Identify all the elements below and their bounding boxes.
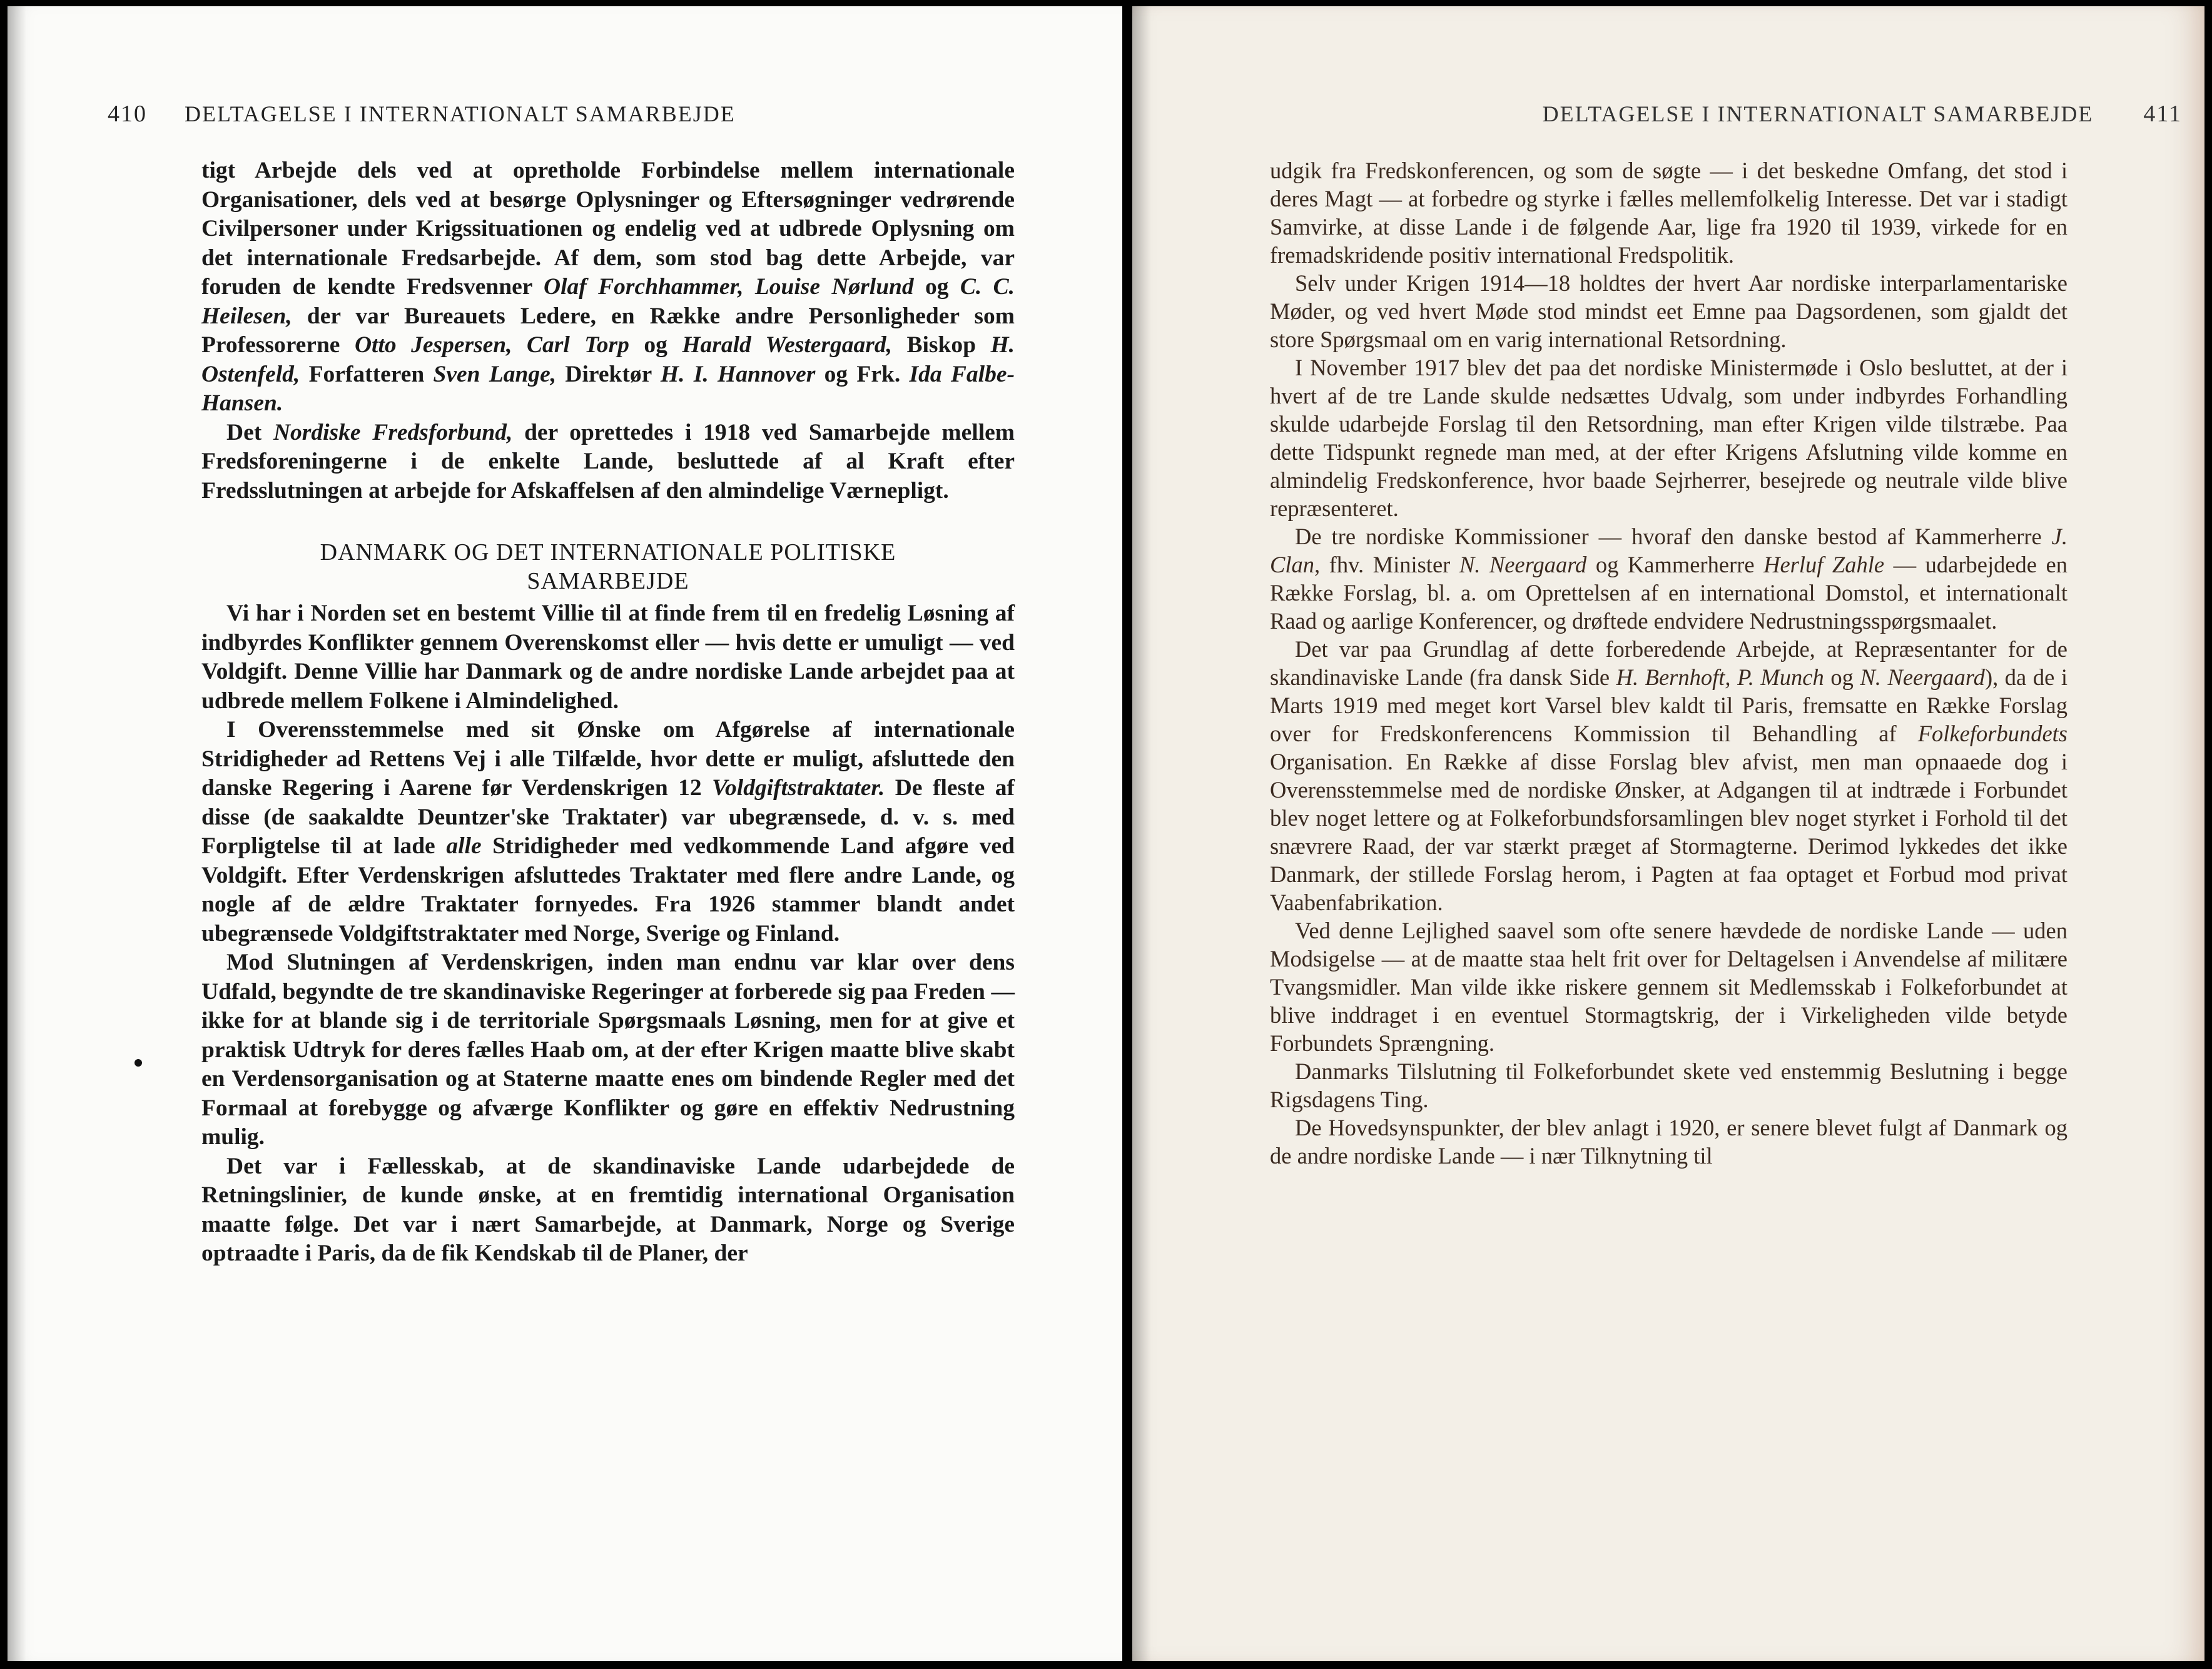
paragraph: Ved denne Lejlighed saavel som ofte senere hævdede de nordiske Lande — uden Modsigelse — at de maatte staa helt frit over for Deltagelsen i Anvendelse af militære Tvangsmidler. Man vilde ikke riskere gennem sit Medlemsskab i Folkeforbundet at blive inddraget i en eventuel Stormagtskrig, der i Virkeligheden vilde betyde Forbundets Sprængning. xyxy=(1270,918,2067,1056)
paragraph: Vi har i Norden set en bestemt Villie til at finde frem til en fredelig Løsning af indbyrdes Konflikter gennem Overenskomst eller — hvis dette er umuligt — ved Voldgift. Denne Villie har Danmark og de andre nordiske Lande arbejdet paa at udbrede mellem Folkene i Almindelighed. xyxy=(201,601,1015,714)
page-shadow xyxy=(1132,6,1151,1661)
running-title: DELTAGELSE I INTERNATIONALT SAMARBEJDE xyxy=(1542,101,2094,126)
paragraph: Danmarks Tilslutning til Folkeforbundet skete ved enstemmig Beslutning i begge Rigsdagens Ting. xyxy=(1270,1058,2067,1112)
paragraph: Mod Slutningen af Verdenskrigen, inden man endnu var klar over dens Udfald, begyndte de tre skandinaviske Regeringer at forberede sig paa Freden — ikke for at blande sig i de territoriale Spørgsmaals Løsning, men for at give et praktisk Udtryk for deres fælles Haab om, at der efter Krigen maatte blive skabt en Verdensorganisation og at Staterne maatte enes om bindende Regler med det Formaal at forebygge og afværge Konflikter og gøre en effektiv Nedrustning mulig. xyxy=(201,950,1015,1150)
page-body xyxy=(201,156,1015,1269)
paragraph: De Hovedsynspunkter, der blev anlagt i 1920, er senere blevet fulgt af Danmark og de andre nordiske Lande — i nær Tilknytning til xyxy=(1270,1115,2067,1169)
running-head xyxy=(1384,100,2182,128)
page-number: 410 xyxy=(108,101,147,127)
paragraph: Det var i Fællesskab, at de skandinaviske Lande udarbejdede de Retningslinier, de kunde ønske, at en fremtidig international Organisation maatte følge. Det var i nært Samarbejde, at Danmark, Norge og Sverige optraadte i Paris, da de fik Kendskab til de Planer, der xyxy=(201,1153,1015,1266)
section-heading: DANMARK OG DET INTERNATIONALE POLITISKE SAMARBEJDE xyxy=(320,539,896,594)
running-head xyxy=(108,100,1008,128)
page-number: 411 xyxy=(2143,101,2182,127)
paragraph: De tre nordiske Kommissioner — hvoraf den danske bestod af Kammerherre J. Clan, fhv. Minister N. Neergaard og Kammerherre Herluf Zahle — udarbejdede en Række Forslag, bl. a. om Oprettelsen af en international Domstol, et internationalt Raad og aarlige Konferencer, og drøftede endvidere Nedrustningsspørgsmaalet. xyxy=(1270,524,2067,634)
left-page xyxy=(8,6,1122,1661)
paragraph: tigt Arbejde dels ved at opretholde Forbindelse mellem internationale Organisationer, dels ved at besørge Oplysninger og Eftersøgninger vedrørende Civilpersoner under Krigssituationen og endelig ved at udbrede Oplysning om det internationale Fredsarbejde. Af dem, som stod bag dette Arbejde, var foruden de kendte Fredsvenner Olaf Forchhammer, Louise Nørlund og C. C. Heilesen, der var Bureauets Ledere, en Række andre Personligheder som Professorerne Otto Jespersen, Carl Torp og Harald Westergaard, Biskop H. Ostenfeld, Forfatteren Sven Lange, Direktør H. I. Hannover og Frk. Ida Falbe-Hansen. xyxy=(201,158,1015,416)
right-page xyxy=(1132,6,2204,1661)
margin-dot xyxy=(134,1059,142,1067)
page-body xyxy=(1270,156,2067,1170)
paragraph: I Overensstemmelse med sit Ønske om Afgørelse af internationale Stridigheder ad Rettens Vej i alle Tilfælde, hvor dette er muligt, afsluttede den danske Regering i Aarene før Verdenskrigen 12 Voldgiftstraktater. De fleste af disse (de saakaldte Deuntzer'ske Traktater) var ubegrænsede, d. v. s. med Forpligtelse til at lade alle Stridigheder med vedkommende Land afgøre ved Voldgift. Efter Verdenskrigen afsluttedes Traktater med flere andre Lande, og nogle af de ældre Traktater fornyedes. Fra 1926 stammer blandt andet ubegrænsede Voldgiftstraktater med Norge, Sverige og Finland. xyxy=(201,717,1015,946)
paragraph: Selv under Krigen 1914—18 holdtes der hvert Aar nordiske interparlamentariske Møder, og ved hvert Møde stod mindst eet Emne paa Dagsordenen, som gjaldt det store Spørgsmaal om en varig international Retsordning. xyxy=(1270,270,2067,352)
running-title: DELTAGELSE I INTERNATIONALT SAMARBEJDE xyxy=(185,101,736,126)
page-shadow xyxy=(8,6,26,1661)
paragraph: Det var paa Grundlag af dette forberedende Arbejde, at Repræsentanter for de skandinaviske Lande (fra dansk Side H. Bernhoft, P. Munch og N. Neergaard), da de i Marts 1919 med meget kort Varsel blev kaldt til Paris, fremsatte en Række Forslag over for Fredskonferencens Kommission til Behandling af Folkeforbundets Organisation. En Række af disse Forslag blev afvist, men man opnaaede dog i Overensstemmelse med de nordiske Ønsker, at Adgangen til at indtræde i Forbundet blev noget lettere og at Folkeforbundsforsamlingen blev noget styrket i Forhold til det snævrere Raad, der var stærkt præget af Stormagterne. Derimod lykkedes det ikke Danmark, der stillede Forslag herom, i Pagten at faa optaget et Forbud mod privat Vaabenfabrikation. xyxy=(1270,636,2068,915)
paragraph: udgik fra Fredskonferencen, og som de søgte — i det beskedne Omfang, det stod i deres Magt — at forbedre og styrke i fælles mellemfolkelig Interesse. Det var i stadigt Samvirke, at disse Lande i de følgende Aar, lige fra 1920 til 1939, virkede for en fremadskridende positiv international Fredspolitik. xyxy=(1270,158,2067,268)
paragraph: I November 1917 blev det paa det nordiske Ministermøde i Oslo besluttet, at der i hvert af de tre Lande skulde nedsættes Udvalg, som under indbyrdes Forhandling skulde udarbejde Forslag til den Retsordning, man efter Krigen vilde tilstræbe. Paa dette Tidspunkt regnede man med, at der efter Krigens Afslutning vilde komme en almindelig Fredskonference, hvor baade Sejrherrer, besejrede og neutrale vilde blive repræsenteret. xyxy=(1270,355,2067,521)
paragraph: Det Nordiske Fredsforbund, der oprettedes i 1918 ved Samarbejde mellem Fredsforeningerne i de enkelte Lande, besluttede af al Kraft efter Fredsslutningen at arbejde for Afskaffelsen af den almindelige Værnepligt. xyxy=(201,419,1015,504)
